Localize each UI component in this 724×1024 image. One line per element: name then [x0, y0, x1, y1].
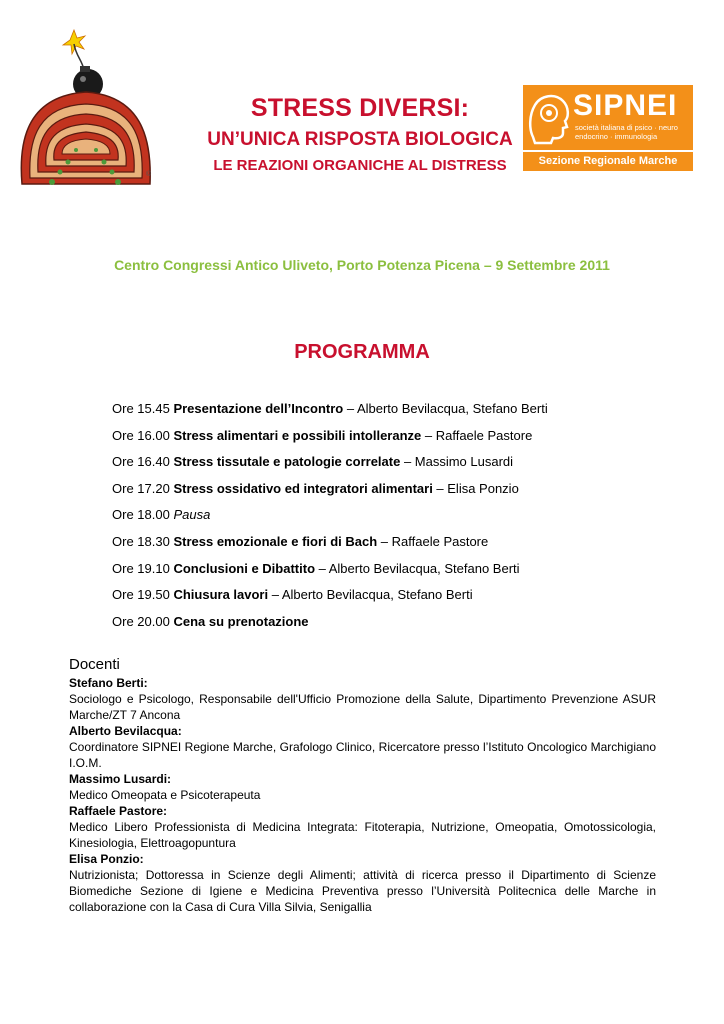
schedule-item: Ore 20.00 Cena su prenotazione: [112, 613, 309, 629]
docente-name: Alberto Bevilacqua:: [69, 724, 182, 738]
schedule-item: Ore 18.30 Stress emozionale e fiori di Bach – Raffaele Pastore: [112, 533, 489, 549]
schedule-item: Ore 15.45 Presentazione dell’Incontro – Alberto Bevilacqua, Stefano Berti: [112, 401, 548, 416]
docente-description: Nutrizionista; Dottoressa in Scienze degli Alimenti; attività di ricerca presso il Dipartimento di Scienze Biomediche Sezione di Igiene e Medicina Preventiva presso l’Università Politecnica delle Marche in collaborazione con la Casa di Cura Villa Silvia, Senigallia: [69, 868, 656, 914]
title-block: [160, 94, 560, 174]
page-subtitle: UN’UNICA RISPOSTA BIOLOGICA: [207, 129, 513, 150]
docente-description: Medico Libero Professionista di Medicina Integrata: Fitoterapia, Nutrizione, Omeopatia, Omotossicologia, Kinesiologia, Elettroagopuntura: [69, 820, 656, 850]
docenti-heading: Docenti: [69, 656, 120, 673]
docente-name: Massimo Lusardi:: [69, 772, 172, 786]
docente-name: Raffaele Pastore:: [69, 804, 168, 818]
schedule-item: Ore 19.10 Conclusioni e Dibattito – Alberto Bevilacqua, Stefano Berti: [112, 560, 520, 576]
schedule-item: Ore 16.00 Stress alimentari e possibili intolleranze – Raffaele Pastore: [112, 427, 533, 443]
schedule-item: Ore 16.40 Stress tissutale e patologie correlate – Massimo Lusardi: [112, 454, 514, 470]
sipnei-logo: [523, 85, 693, 171]
logo-tagline: società italiana di psico · neuro endocrino · immunologia: [575, 123, 678, 141]
page-subtitle-secondary: LE REAZIONI ORGANICHE AL DISTRESS: [213, 157, 507, 174]
schedule-item: Ore 19.50 Chiusura lavori – Alberto Bevilacqua, Stefano Berti: [112, 587, 473, 603]
spark-icon: [63, 30, 85, 54]
docente-description: Medico Omeopata e Psicoterapeuta: [69, 788, 261, 802]
docente-name: Stefano Berti:: [69, 676, 148, 690]
head-profile-icon: [523, 85, 573, 147]
schedule-item: Ore 18.00 Pausa: [112, 507, 211, 523]
schedule-list: [112, 400, 672, 639]
venue-date: Centro Congressi Antico Uliveto, Porto Potenza Picena – 9 Settembre 2011: [114, 257, 610, 273]
page-title: STRESS DIVERSI:: [250, 94, 470, 122]
svg-text:©: ©: [146, 171, 152, 178]
schedule-item: Ore 17.20 Stress ossidativo ed integratori alimentari – Elisa Ponzio: [112, 480, 519, 496]
docente-name: Elisa Ponzio:: [69, 852, 144, 866]
docenti-section: [69, 656, 656, 915]
docente-description: Coordinatore SIPNEI Regione Marche, Grafologo Clinico, Ricercatore presso l’Istituto Oncologico Marchigiano I.O.M.: [69, 740, 656, 770]
docente-description: Sociologo e Psicologo, Responsabile dell'Ufficio Promozione della Salute, Dipartimento Prevenzione ASUR Marche/ZT 7 Ancona: [69, 692, 656, 722]
logo-section-label: Sezione Regionale Marche: [523, 150, 693, 171]
programma-heading: PROGRAMMA: [294, 341, 430, 363]
stress-head-illustration: [14, 26, 156, 188]
logo-name: SIPNEI: [573, 89, 678, 122]
sipnei-logo-mark: [523, 85, 693, 147]
